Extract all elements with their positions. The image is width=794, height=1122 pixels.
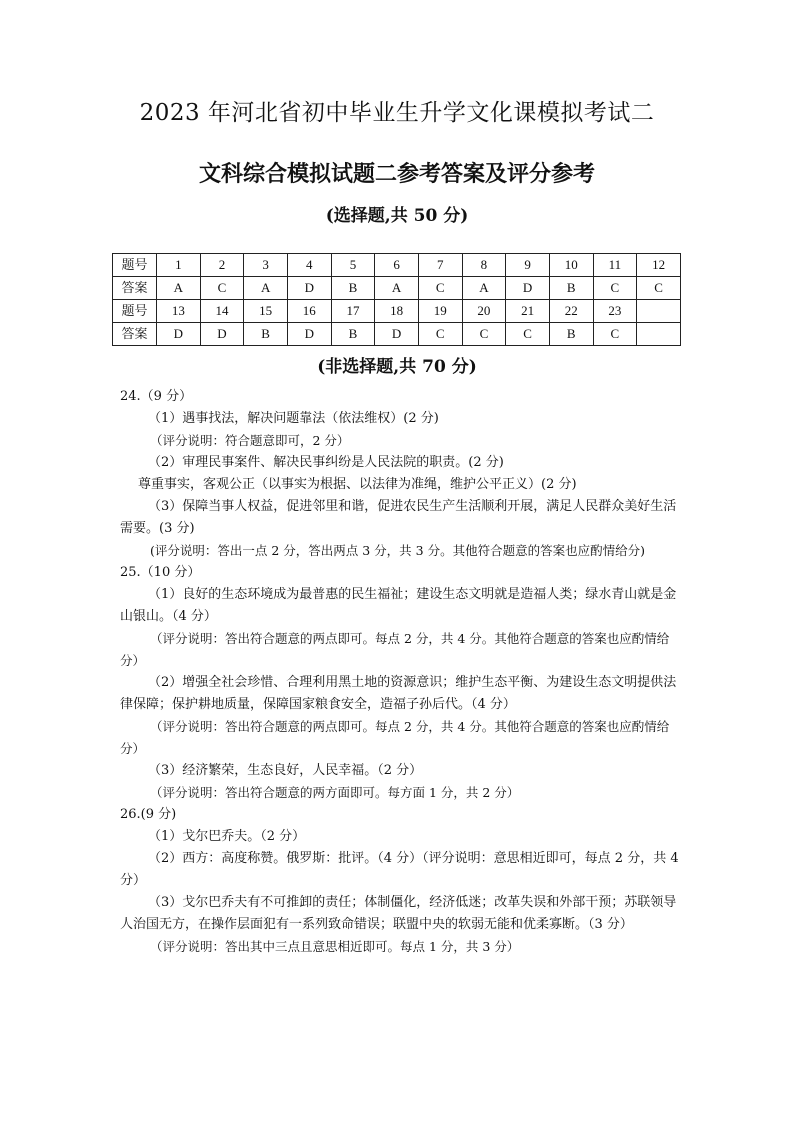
table-cell: 7: [418, 254, 462, 277]
table-cell: 10: [549, 254, 593, 277]
table-cell: A: [375, 277, 419, 300]
q25-note2: （评分说明：答出符合题意的两点即可。每点 2 分，共 4 分。其他符合题意的答案也应酌情给分）: [120, 719, 670, 756]
table-cell: C: [506, 323, 550, 346]
table-cell: D: [375, 323, 419, 346]
table-cell: A: [462, 277, 506, 300]
q24-part2: （2）审理民事案件、解决民事纠纷是人民法院的职责。(2 分): [148, 455, 504, 470]
table-cell: 12: [637, 254, 681, 277]
table-cell: 11: [593, 254, 637, 277]
table-cell: C: [418, 277, 462, 300]
table-cell: [637, 300, 681, 323]
table-cell: 17: [331, 300, 375, 323]
table-cell: 19: [418, 300, 462, 323]
q25-heading: 25.（10 分）: [120, 565, 201, 580]
answer-content: [120, 386, 680, 958]
answer-row: [113, 323, 681, 346]
table-cell: D: [287, 323, 331, 346]
answer-table: [112, 253, 681, 346]
q26-note3: （评分说明：答出其中三点且意思相近即可。每点 1 分，共 3 分）: [150, 939, 520, 954]
table-cell: 15: [244, 300, 288, 323]
table-cell: D: [157, 323, 201, 346]
table-cell: C: [593, 277, 637, 300]
table-cell: 6: [375, 254, 419, 277]
table-cell: 22: [549, 300, 593, 323]
q24-heading: 24.（9 分）: [120, 389, 193, 404]
section-nonchoice-heading: (非选择题,共 70 分): [317, 357, 477, 377]
document-title: 2023 年河北省初中毕业生升学文化课模拟考试二: [139, 100, 655, 126]
table-cell: D: [287, 277, 331, 300]
table-cell: 20: [462, 300, 506, 323]
table-row-label: 题号: [113, 254, 157, 277]
table-cell: A: [244, 277, 288, 300]
section-choice-heading: (选择题,共 50 分): [325, 206, 469, 226]
q25-part2: （2）增强全社会珍惜、合理利用黑土地的资源意识；维护生态平衡、为建设生态文明提供法律保障；保护耕地质量，保障国家粮食安全，造福子孙后代。（4 分）: [120, 675, 677, 712]
q24-note3: (评分说明：答出一点 2 分，答出两点 3 分，共 3 分。其他符合题意的答案也应酌情给分): [150, 543, 645, 558]
table-cell: 23: [593, 300, 637, 323]
table-cell: D: [200, 323, 244, 346]
q24-part3: （3）保障当事人权益，促进邻里和谐，促进农民生产生活顺利开展，满足人民群众美好生活需要。(3 分): [120, 499, 677, 536]
document-subtitle: 文科综合模拟试题二参考答案及评分参考: [198, 161, 595, 187]
q26-part1: （1）戈尔巴乔夫。（2 分）: [148, 829, 306, 844]
table-cell: D: [506, 277, 550, 300]
q25-part3: （3）经济繁荣，生态良好，人民幸福。（2 分）: [148, 763, 423, 778]
table-cell: A: [157, 277, 201, 300]
q25-note1: （评分说明：答出符合题意的两点即可。每点 2 分，共 4 分。其他符合题意的答案也应酌情给分）: [120, 631, 670, 668]
table-row-label: 答案: [113, 323, 157, 346]
question-row: [113, 300, 681, 323]
table-cell: 13: [157, 300, 201, 323]
answer-row: [113, 277, 681, 300]
table-cell: C: [418, 323, 462, 346]
table-cell: [637, 323, 681, 346]
q25-part1: （1）良好的生态环境成为最普惠的民生福祉；建设生态文明就是造福人类；绿水青山就是金山银山。（4 分）: [120, 587, 677, 624]
table-cell: 9: [506, 254, 550, 277]
q26-part3: （3）戈尔巴乔夫有不可推卸的责任；体制僵化，经济低迷；改革失误和外部干预；苏联领导人治国无方，在操作层面犯有一系列致命错误；联盟中央的软弱无能和优柔寡断。（3 分）: [120, 895, 677, 932]
table-cell: 8: [462, 254, 506, 277]
q25-note3: （评分说明：答出符合题意的两方面即可。每方面 1 分，共 2 分）: [150, 785, 520, 800]
table-cell: B: [549, 323, 593, 346]
table-cell: 5: [331, 254, 375, 277]
table-cell: 2: [200, 254, 244, 277]
table-cell: B: [244, 323, 288, 346]
table-row-label: 答案: [113, 277, 157, 300]
table-cell: 14: [200, 300, 244, 323]
table-row-label: 题号: [113, 300, 157, 323]
table-cell: 4: [287, 254, 331, 277]
table-cell: B: [549, 277, 593, 300]
table-cell: 1: [157, 254, 201, 277]
table-cell: C: [200, 277, 244, 300]
table-cell: C: [462, 323, 506, 346]
table-cell: 18: [375, 300, 419, 323]
q24-note1: （评分说明：符合题意即可，2 分）: [150, 433, 350, 448]
table-cell: 3: [244, 254, 288, 277]
q26-heading: 26.(9 分): [120, 807, 177, 822]
q26-part2: （2）西方：高度称赞。俄罗斯：批评。（4 分）（评分说明：意思相近即可，每点 2 分，共 4 分）: [120, 851, 679, 888]
q24-part2b: 尊重事实，客观公正（以事实为根据、以法律为准绳，维护公平正义）(2 分): [138, 477, 577, 492]
table-cell: 16: [287, 300, 331, 323]
table-cell: B: [331, 323, 375, 346]
q24-part1: （1）遇事找法，解决问题靠法（依法维权）(2 分): [148, 411, 439, 426]
table-cell: C: [637, 277, 681, 300]
table-cell: 21: [506, 300, 550, 323]
question-row: [113, 254, 681, 277]
table-cell: C: [593, 323, 637, 346]
table-cell: B: [331, 277, 375, 300]
